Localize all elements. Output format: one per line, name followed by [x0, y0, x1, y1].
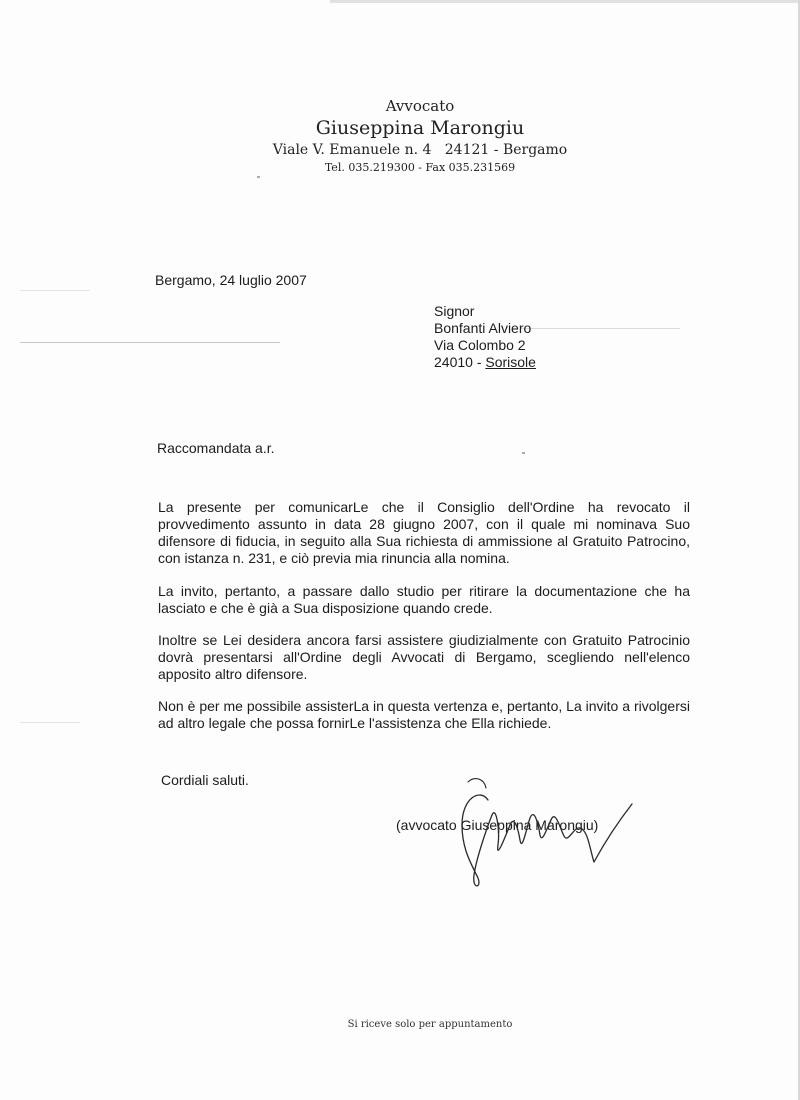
recipient-postal-code: 24010 -: [434, 354, 482, 370]
scan-edge-top: [330, 0, 800, 3]
letterhead: [260, 96, 580, 176]
recipient-address: [434, 303, 536, 371]
recipient-salutation: Signor: [434, 303, 475, 319]
recipient-city-line: [434, 354, 536, 371]
recipient-city: Sorisole: [485, 354, 536, 370]
body-paragraph: La invito, pertanto, a passare dallo studio per ritirare la documentazione che ha lasciato e che è già a Sua disposizione quando crede.: [158, 583, 690, 616]
closing-greeting: Cordiali saluti.: [161, 772, 249, 788]
letterhead-name: Giuseppina Marongiu: [315, 117, 525, 139]
signature-printed-name: (avvocato Giuseppina Marongiu): [396, 817, 599, 833]
scan-artifact: [522, 452, 525, 454]
letterhead-address: Viale V. Emanuele n. 4 24121 - Bergamo: [272, 142, 568, 158]
scan-artifact: [257, 176, 260, 178]
footer-note: Si riceve solo per appuntamento: [347, 1019, 513, 1030]
scan-artifact: [520, 328, 680, 329]
recipient-street: Via Colombo 2: [434, 337, 526, 353]
body-paragraph: Inoltre se Lei desidera ancora farsi assistere giudizialmente con Gratuito Patrocinio dovrà presentarsi all'Ordine degli Avvocati di Bergamo, scegliendo nell'elenco apposito altro difensore.: [158, 632, 690, 682]
letterhead-title: Avvocato: [385, 97, 455, 115]
body-paragraph: Non è per me possibile assisterLa in questa vertenza e, pertanto, La invito a rivolgersi ad altro legale che possa fornirLe l'assistenza che Ella richiede.: [158, 698, 690, 731]
recipient-name: Bonfanti Alviero: [434, 320, 532, 336]
letterhead-phone-fax: Tel. 035.219300 - Fax 035.231569: [324, 161, 516, 174]
body-paragraph: La presente per comunicarLe che il Consiglio dell'Ordine ha revocato il provvedimento assunto in data 28 giugno 2007, con il quale mi nominava Suo difensore di fiducia, in seguito alla Sua richiesta di ammissione al Gratuito Patrocino, con istanza n. 231, e ciò previa mia rinuncia alla nomina.: [158, 499, 690, 566]
handwritten-signature: [440, 770, 640, 890]
scan-artifact: [20, 722, 80, 723]
scan-artifact: [20, 290, 90, 291]
date-line: Bergamo, 24 luglio 2007: [155, 272, 307, 288]
registered-mail-note: Raccomandata a.r.: [157, 440, 275, 456]
scan-artifact: [20, 342, 280, 343]
